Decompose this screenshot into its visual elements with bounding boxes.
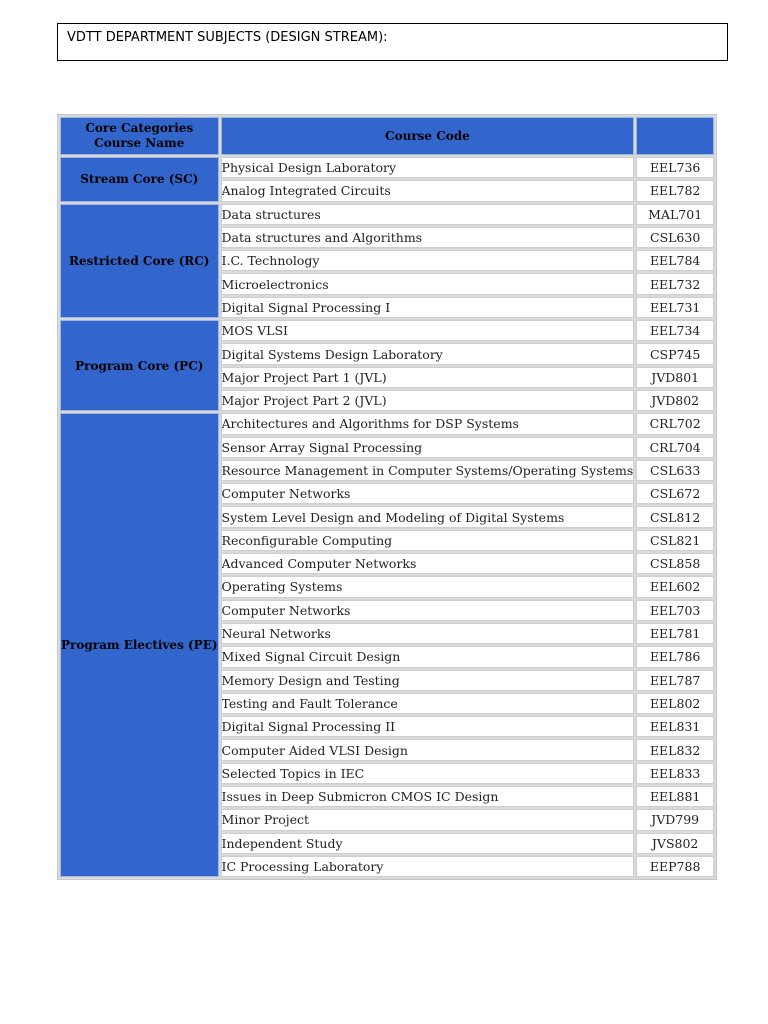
header-course-name-label: Course Name (94, 136, 185, 150)
course-code-cell: CSP745 (636, 343, 714, 364)
course-name-cell: Microelectronics (221, 273, 635, 294)
table-row (60, 413, 714, 434)
course-name-cell: Advanced Computer Networks (221, 553, 635, 574)
course-code-cell: EEL782 (636, 180, 714, 201)
course-code-cell: JVD799 (636, 809, 714, 830)
course-code-cell: EEL802 (636, 693, 714, 714)
course-name-cell: I.C. Technology (221, 250, 635, 271)
course-code-cell: EEL784 (636, 250, 714, 271)
course-code-cell: EEL736 (636, 157, 714, 178)
page-title: VDTT DEPARTMENT SUBJECTS (DESIGN STREAM): (67, 30, 388, 45)
course-code-cell: EEL731 (636, 297, 714, 318)
course-name-cell: Independent Study (221, 833, 635, 854)
course-code-cell: CRL702 (636, 413, 714, 434)
course-name-cell: Major Project Part 2 (JVL) (221, 390, 635, 411)
category-program-core-pc: Program Core (PC) (60, 320, 219, 411)
course-name-cell: Major Project Part 1 (JVL) (221, 367, 635, 388)
table-row (60, 204, 714, 225)
course-name-cell: Architectures and Algorithms for DSP Systems (221, 413, 635, 434)
header-core-categories (60, 117, 219, 155)
course-name-cell: Data structures and Algorithms (221, 227, 635, 248)
course-code-cell: EEL881 (636, 786, 714, 807)
course-name-cell: Digital Signal Processing I (221, 297, 635, 318)
course-name-cell: Digital Systems Design Laboratory (221, 343, 635, 364)
title-box (57, 23, 728, 61)
course-code-cell: EEL732 (636, 273, 714, 294)
course-code-cell: EEL833 (636, 763, 714, 784)
course-table (57, 114, 717, 880)
course-code-cell: EEL786 (636, 646, 714, 667)
course-name-cell: Resource Management in Computer Systems/Operating Systems (221, 460, 635, 481)
header-empty (636, 117, 714, 155)
course-name-cell: Digital Signal Processing II (221, 716, 635, 737)
course-name-cell: Data structures (221, 204, 635, 225)
course-code-cell: EEL781 (636, 623, 714, 644)
course-name-cell: Testing and Fault Tolerance (221, 693, 635, 714)
course-name-cell: Reconfigurable Computing (221, 530, 635, 551)
category-stream-core-sc: Stream Core (SC) (60, 157, 219, 202)
header-core-categories-label: Core Categories (85, 121, 194, 135)
course-code-cell: EEL787 (636, 670, 714, 691)
course-code-cell: CSL812 (636, 506, 714, 527)
course-name-cell: Computer Networks (221, 483, 635, 504)
course-name-cell: Neural Networks (221, 623, 635, 644)
table-row (60, 320, 714, 341)
course-code-cell: CSL672 (636, 483, 714, 504)
course-name-cell: Minor Project (221, 809, 635, 830)
course-name-cell: Computer Aided VLSI Design (221, 739, 635, 760)
course-name-cell: Mixed Signal Circuit Design (221, 646, 635, 667)
course-code-cell: EEL602 (636, 576, 714, 597)
course-code-cell: MAL701 (636, 204, 714, 225)
course-code-cell: EEL831 (636, 716, 714, 737)
course-name-cell: Memory Design and Testing (221, 670, 635, 691)
course-name-cell: IC Processing Laboratory (221, 856, 635, 877)
course-name-cell: Selected Topics in IEC (221, 763, 635, 784)
course-table-body (60, 157, 714, 877)
course-name-cell: System Level Design and Modeling of Digital Systems (221, 506, 635, 527)
course-code-cell: CSL630 (636, 227, 714, 248)
course-name-cell: Physical Design Laboratory (221, 157, 635, 178)
course-name-cell: Operating Systems (221, 576, 635, 597)
course-code-cell: CSL858 (636, 553, 714, 574)
course-name-cell: Computer Networks (221, 600, 635, 621)
header-course-code: Course Code (221, 117, 635, 155)
course-name-cell: Analog Integrated Circuits (221, 180, 635, 201)
course-code-cell: CRL704 (636, 437, 714, 458)
table-row (60, 157, 714, 178)
course-code-cell: JVS802 (636, 833, 714, 854)
course-name-cell: Issues in Deep Submicron CMOS IC Design (221, 786, 635, 807)
course-code-cell: EEL703 (636, 600, 714, 621)
course-code-cell: EEL734 (636, 320, 714, 341)
table-header-row (60, 117, 714, 155)
course-code-cell: CSL633 (636, 460, 714, 481)
course-code-cell: EEP788 (636, 856, 714, 877)
course-code-cell: JVD802 (636, 390, 714, 411)
course-name-cell: Sensor Array Signal Processing (221, 437, 635, 458)
category-restricted-core-rc: Restricted Core (RC) (60, 204, 219, 318)
course-code-cell: JVD801 (636, 367, 714, 388)
course-name-cell: MOS VLSI (221, 320, 635, 341)
course-code-cell: CSL821 (636, 530, 714, 551)
course-code-cell: EEL832 (636, 739, 714, 760)
category-program-electives-pe: Program Electives (PE) (60, 413, 219, 877)
